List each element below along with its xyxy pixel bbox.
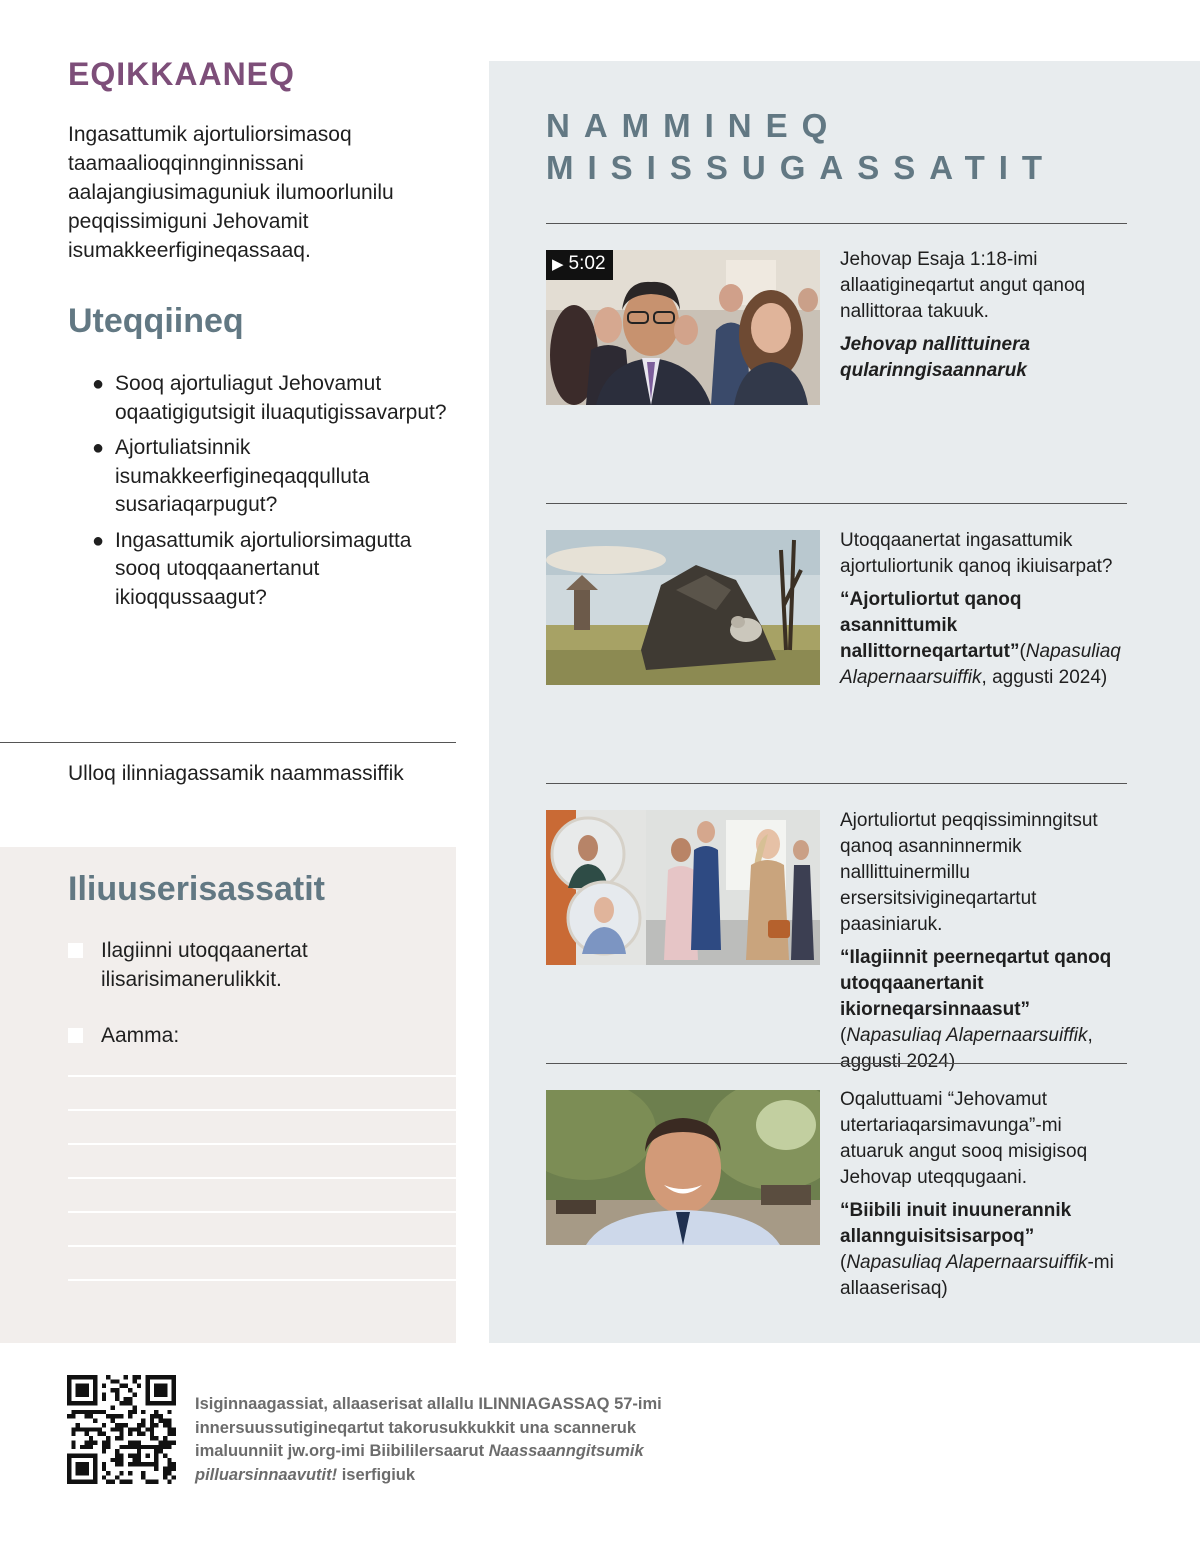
- summary-heading: EQIKKAANEQ: [68, 56, 295, 92]
- resource-description: Utoqqaanertat ingasattumik ajortuliortunik qanoq ikiuisarpat?: [840, 530, 1113, 577]
- review-question-text: Ajortuliatsinnik isumakkeerfigineqaqqulluta susariaqarpugut?: [115, 436, 370, 516]
- note-line[interactable]: [68, 1245, 456, 1247]
- resource-title-link[interactable]: “Ajortuliortut qanoq asannittumik nallittorneqartartut”: [840, 589, 1022, 662]
- article-thumbnail-image: [546, 810, 820, 965]
- resource-text: [840, 528, 1130, 691]
- brochure-title[interactable]: Naassaanngitsumik pilluarsinnaavutit!: [195, 1442, 644, 1484]
- qr-code[interactable]: [67, 1375, 176, 1484]
- explore-heading-line2: MISISSUGASSATIT: [546, 149, 1057, 186]
- article-thumbnail[interactable]: [546, 1090, 820, 1245]
- resource-title-link[interactable]: “Biibili inuit inuunerannik allannguisitsisarpoq”: [840, 1200, 1072, 1247]
- divider: [0, 742, 456, 743]
- article-thumbnail-image: [546, 530, 820, 685]
- resource-citation: “Ajortuliortut qanoq asannittumik nallittorneqartartut”(Napasuliaq Alapernaarsuiffik, aggusti 2024): [840, 589, 1121, 688]
- note-line[interactable]: [68, 1279, 456, 1281]
- video-duration: 5:02: [568, 253, 606, 274]
- goal-item[interactable]: [68, 937, 438, 994]
- resource-description: Jehovap Esaja 1:18-imi allaatigineqartut angut qanoq nallittoraa takuuk.: [840, 249, 1086, 322]
- video-thumbnail[interactable]: [546, 250, 820, 405]
- review-question: [92, 527, 462, 613]
- resource-description: Ajortuliortut peqqissiminngitsut qanoq asanninnermik nalllittuinermillu ersersitsivigineqartartut paasiniaruk.: [840, 810, 1098, 935]
- resource-citation: “Ilagiinnit peerneqartut qanoq utoqqaanertanit ikiorneqarsinnaasut” (Napasuliaq Alapernaarsuiffik, aggusti 2024): [840, 947, 1112, 1072]
- article-thumbnail-image: [546, 1090, 820, 1245]
- qr-code-icon: [67, 1375, 176, 1484]
- review-question-text: Sooq ajortuliagut Jehovamut oqaatigigutsigit iluaqutigissavarput?: [115, 372, 447, 424]
- summary-text: Ingasattumik ajortuliorsimasoq taamaalioqqinnginnissani aalajangiusimaguniuk ilumoorlunilu peqqissimiguni Jehovamit isumakkeerfigineqassaaq.: [68, 123, 394, 262]
- publication-name: Napasuliaq Alapernaarsuiffik: [840, 641, 1121, 688]
- bullet-icon: ●: [92, 529, 105, 552]
- review-question: [92, 434, 462, 520]
- resource-text: [840, 247, 1130, 384]
- goals-panel: [0, 847, 456, 1343]
- resource-citation: “Biibili inuit inuunerannik allannguisitsisarpoq” (Napasuliaq Alapernaarsuiffik-mi allaaserisaq): [840, 1200, 1114, 1299]
- resource-description: Oqaluttuami “Jehovamut utertariaqarsimavunga”-mi atuaruk angut sooq misigisoq Jehovap uteqqugaani.: [840, 1089, 1088, 1188]
- review-question-text: Ingasattumik ajortuliorsimagutta sooq utoqqaanertanut ikioqqussaagut?: [115, 528, 412, 609]
- publication-name: Napasuliaq Alapernaarsuiffik: [846, 1252, 1088, 1273]
- divider: [546, 503, 1127, 504]
- resource-text: [840, 1087, 1130, 1302]
- resource-text: [840, 808, 1130, 1075]
- review-list: [92, 370, 462, 619]
- publication-name: Napasuliaq Alapernaarsuiffik: [846, 1025, 1088, 1046]
- checkbox-icon[interactable]: [68, 1028, 83, 1043]
- play-icon: ▶: [552, 256, 564, 273]
- note-line[interactable]: [68, 1109, 456, 1111]
- bullet-icon: ●: [92, 437, 105, 459]
- goal-text: Ilagiinni utoqqaanertat ilisarisimanerulikkit.: [101, 939, 308, 991]
- goals-heading: Iliuuserisassatit: [68, 870, 326, 908]
- resource-title-link[interactable]: Jehovap nallittuinera qularinngisaannaruk: [840, 334, 1031, 381]
- article-thumbnail[interactable]: [546, 530, 820, 685]
- divider: [546, 223, 1127, 224]
- article-thumbnail[interactable]: [546, 810, 820, 965]
- explore-heading-line1: NAMMINEQ: [546, 107, 842, 144]
- extra-study-label: Ulloq ilinniagassamik naammassiffik: [68, 762, 404, 785]
- checkbox-icon[interactable]: [68, 943, 83, 958]
- note-line[interactable]: [68, 1075, 456, 1077]
- divider: [546, 1063, 1127, 1064]
- review-question: [92, 370, 462, 427]
- divider: [546, 783, 1127, 784]
- bullet-icon: ●: [92, 373, 105, 395]
- review-heading: Uteqqiineq: [68, 302, 244, 340]
- goal-text: Aamma:: [101, 1024, 180, 1047]
- explore-heading: [546, 105, 1166, 189]
- note-line[interactable]: [68, 1177, 456, 1179]
- video-duration-badge: [546, 250, 613, 280]
- footer-note: Isiginnaagassiat, allaaserisat allallu ILINNIAGASSAQ 57-imi innersuussutigineqartut takorusukkukkit una scanneruk imaluunniit jw.org-imi Biibililersaarut Naassaanngitsumik pilluarsinnaavutit! iserfigiuk: [195, 1395, 662, 1484]
- note-line[interactable]: [68, 1143, 456, 1145]
- goal-item-other[interactable]: [68, 1022, 438, 1051]
- note-line[interactable]: [68, 1211, 456, 1213]
- resource-title-link[interactable]: “Ilagiinnit peerneqartut qanoq utoqqaanertanit ikiorneqarsinnaasut”: [840, 947, 1112, 1020]
